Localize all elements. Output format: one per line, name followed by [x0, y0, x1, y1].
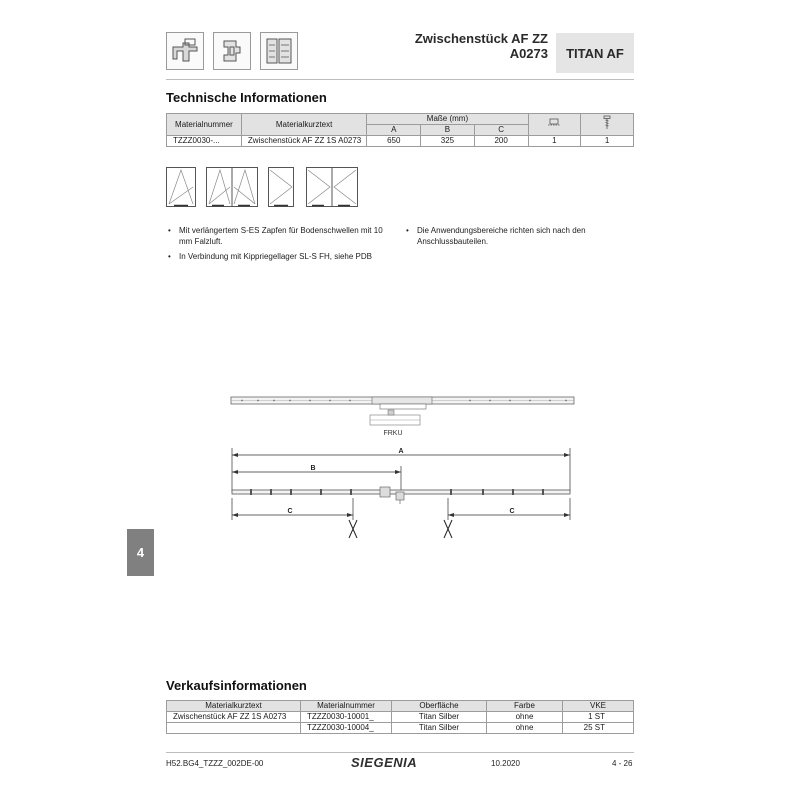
column-header [581, 114, 634, 136]
cell-farbe: ohne [487, 723, 563, 734]
list-item: • Mit verlängertem S-ES Zapfen für Bodenschwellen mit 10 mm Falzluft. [166, 225, 398, 247]
technical-info-table [166, 113, 634, 147]
table-row [167, 712, 634, 723]
header-divider [166, 79, 634, 80]
cell-materialnummer: TZZZ0030-10001_ [301, 712, 392, 723]
cell-vke: 25 ST [563, 723, 634, 734]
screw-icon [602, 115, 612, 131]
column-header [528, 114, 581, 136]
window-type-icon [307, 168, 358, 207]
cell-qty: 1 [581, 136, 634, 147]
cell-vke: 1 ST [563, 712, 634, 723]
list-item: • In Verbindung mit Kippriegellager SL-S FH, siehe PDB [166, 251, 398, 262]
sales-info-heading: Verkaufsinformationen [166, 678, 307, 693]
column-header: A [367, 125, 421, 136]
window-type-icon [207, 168, 258, 207]
technical-drawing [220, 388, 590, 543]
chapter-tab[interactable]: 4 [127, 529, 154, 576]
table-row [167, 723, 634, 734]
frku-label: FRKU [383, 430, 403, 437]
window-types [166, 167, 366, 214]
column-header: VKE [563, 701, 634, 712]
dimension-label-c: C [287, 508, 293, 515]
dimension-b [232, 465, 401, 492]
cell-a: 650 [367, 136, 421, 147]
product-line-badge: TITAN AF [556, 33, 634, 73]
bolt-head-icon [546, 117, 562, 129]
cell-kurztext: Zwischenstück AF ZZ 1S A0273 [167, 712, 301, 723]
document-code: H52.BG4_TZZZ_002DE-00 [166, 759, 264, 768]
cell-oberflaeche: Titan Silber [392, 712, 487, 723]
table-row [167, 136, 634, 147]
column-header: Oberfläche [392, 701, 487, 712]
footer-divider [166, 752, 634, 753]
column-header: Maße (mm) [367, 114, 528, 125]
profile-section-icon [166, 32, 204, 70]
cell-materialnummer: TZZZ0030-... [167, 136, 242, 147]
dimension-label-b: B [310, 465, 316, 472]
sales-info-table [166, 700, 634, 734]
dimension-label-a: A [398, 448, 404, 455]
dimension-label-c: C [509, 508, 515, 515]
column-header: Materialnummer [167, 114, 242, 136]
page-number: 4 - 26 [612, 759, 633, 768]
feature-list-right [404, 225, 634, 251]
column-header: Materialkurztext [241, 114, 367, 136]
cell-oberflaeche: Titan Silber [392, 723, 487, 734]
cell-materialnummer: TZZZ0030-10004_ [301, 723, 392, 734]
profile-section-icon [213, 32, 251, 70]
column-header: Materialnummer [301, 701, 392, 712]
column-header: B [421, 125, 475, 136]
cell-c: 200 [474, 136, 528, 147]
part-top-view [231, 397, 574, 425]
cell-b: 325 [421, 136, 475, 147]
dimension-c-right [448, 498, 570, 520]
scissors-icon [444, 520, 452, 538]
profile-section-icon [260, 32, 298, 70]
document-date: 10.2020 [491, 759, 520, 768]
window-type-icon [167, 168, 196, 207]
column-header: Farbe [487, 701, 563, 712]
cell-qty: 1 [528, 136, 581, 147]
siegenia-logo: SIEGENIA [351, 755, 418, 770]
cell-farbe: ohne [487, 712, 563, 723]
list-item: • Die Anwendungsbereiche richten sich nach den Anschlussbauteilen. [404, 225, 634, 247]
feature-list-left [166, 225, 398, 266]
page-title: Zwischenstück AF ZZ A0273 [414, 31, 548, 61]
column-header: C [474, 125, 528, 136]
cell-kurztext [167, 723, 301, 734]
dimension-c-left [232, 498, 353, 520]
scissors-icon [349, 520, 357, 538]
technical-info-heading: Technische Informationen [166, 90, 327, 105]
window-type-icon [269, 168, 294, 207]
cell-kurztext: Zwischenstück AF ZZ 1S A0273 [241, 136, 367, 147]
column-header: Materialkurztext [167, 701, 301, 712]
